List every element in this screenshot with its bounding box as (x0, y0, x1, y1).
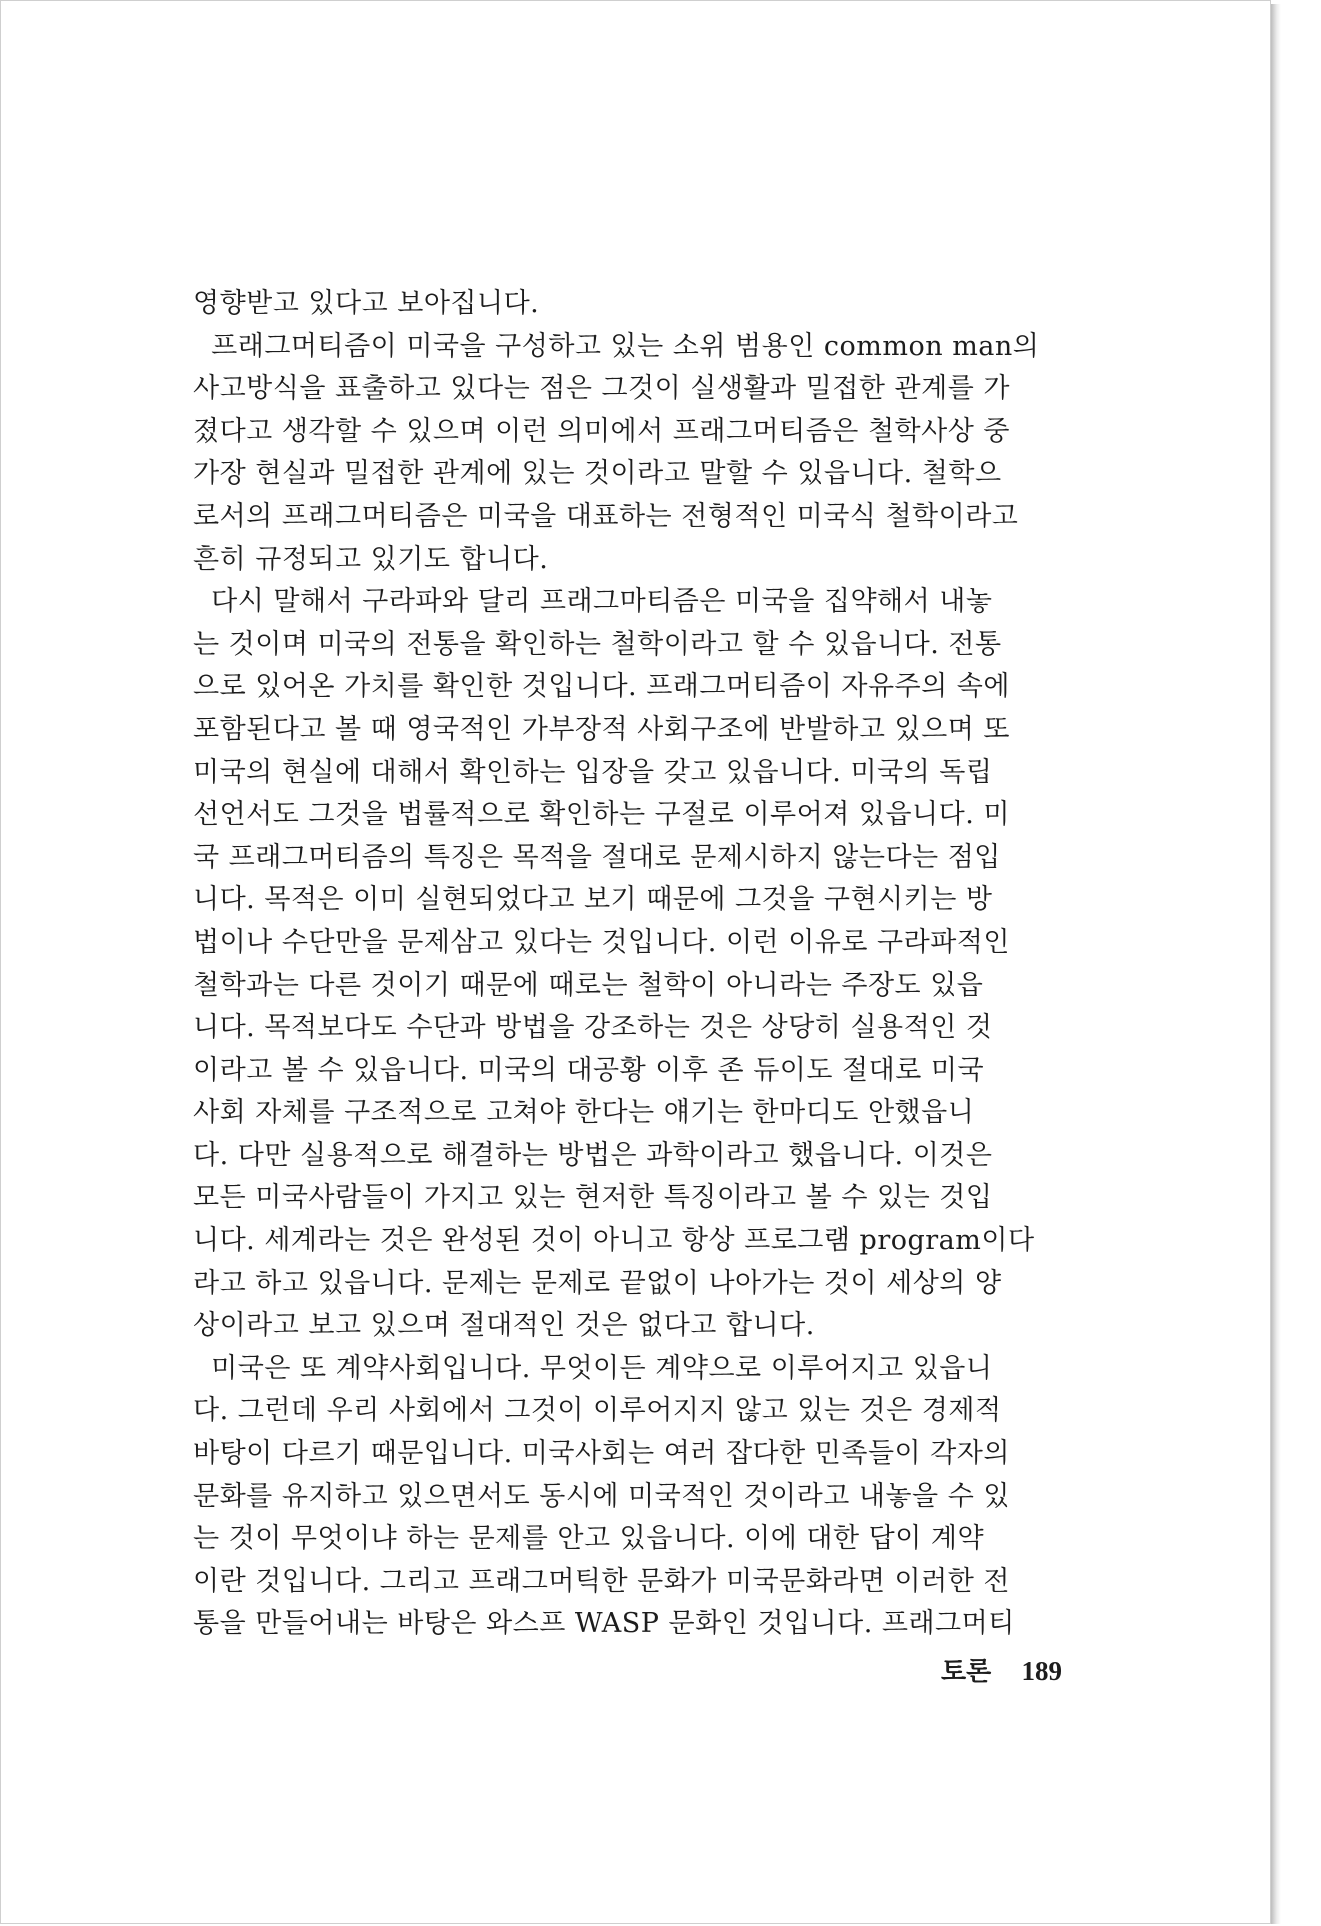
text-line: 니다. 목적보다도 수단과 방법을 강조하는 것은 상당히 실용적인 것 (193, 1012, 993, 1044)
text-line: 철학과는 다른 것이기 때문에 때로는 철학이 아니라는 주장도 있읍 (193, 969, 984, 1001)
text-line: 미국은 또 계약사회입니다. 무엇이든 계약으로 이루어지고 있읍니 (193, 1352, 993, 1384)
text-line: 사고방식을 표출하고 있다는 점은 그것이 실생활과 밀접한 관계를 가 (193, 373, 1010, 405)
text-line: 국 프래그머티즘의 특징은 목적을 절대로 문제시하지 않는다는 점입 (193, 841, 1001, 873)
text-line: 바탕이 다르기 때문입니다. 미국사회는 여러 잡다한 민족들이 각자의 (193, 1438, 1010, 1470)
text-line: 으로 있어온 가치를 확인한 것입니다. 프래그머티즘이 자유주의 속에 (193, 671, 1010, 703)
text-line: 영향받고 있다고 보아집니다. (193, 288, 540, 319)
text-line: 는 것이며 미국의 전통을 확인하는 철학이라고 할 수 있읍니다. 전통 (193, 628, 1002, 660)
text-line: 통을 만들어내는 바탕은 와스프 WASP 문화인 것입니다. 프래그머티 (193, 1608, 1015, 1640)
text-line: 가장 현실과 밀접한 관계에 있는 것이라고 말할 수 있읍니다. 철학으 (193, 458, 1002, 490)
text-line: 로서의 프래그머티즘은 미국을 대표하는 전형적인 미국식 철학이라고 (193, 500, 1019, 532)
text-line: 졌다고 생각할 수 있으며 이런 의미에서 프래그머티즘은 철학사상 중 (193, 415, 1010, 447)
text-line: 모든 미국사람들이 가지고 있는 현저한 특징이라고 볼 수 있는 것입 (193, 1182, 993, 1214)
page-footer (941, 1651, 1062, 1688)
text-line: 다. 다만 실용적으로 해결하는 방법은 과학이라고 했읍니다. 이것은 (193, 1139, 993, 1171)
text-line: 니다. 목적은 이미 실현되었다고 보기 때문에 그것을 구현시키는 방 (193, 884, 993, 916)
text-line: 니다. 세계라는 것은 완성된 것이 아니고 항상 프로그램 program이다 (193, 1225, 1035, 1257)
text-line: 는 것이 무엇이냐 하는 문제를 안고 있읍니다. 이에 대한 답이 계약 (193, 1523, 985, 1555)
text-line: 이라고 볼 수 있읍니다. 미국의 대공황 이후 존 듀이도 절대로 미국 (193, 1054, 985, 1086)
text-line: 다. 그런데 우리 사회에서 그것이 이루어지지 않고 있는 것은 경제적 (193, 1395, 1002, 1427)
text-line: 흔히 규정되고 있기도 합니다. (193, 543, 549, 575)
text-line: 선언서도 그것을 법률적으로 확인하는 구절로 이루어져 있읍니다. 미 (193, 799, 1010, 831)
page-edge-shadow (1271, 4, 1281, 1924)
text-line: 미국의 현실에 대해서 확인하는 입장을 갖고 있읍니다. 미국의 독립 (193, 756, 993, 788)
text-line: 상이라고 보고 있으며 절대적인 것은 없다고 합니다. (193, 1310, 815, 1342)
text-line: 문화를 유지하고 있으면서도 동시에 미국적인 것이라고 내놓을 수 있 (193, 1480, 1010, 1512)
text-line: 포함된다고 볼 때 영국적인 가부장적 사회구조에 반발하고 있으며 또 (193, 713, 1010, 745)
text-line: 라고 하고 있읍니다. 문제는 문제로 끝없이 나아가는 것이 세상의 양 (193, 1267, 1002, 1299)
text-line: 프래그머티즘이 미국을 구성하고 있는 소위 범용인 common man의 (193, 330, 1040, 362)
text-line: 법이나 수단만을 문제삼고 있다는 것입니다. 이런 이유로 구라파적인 (193, 926, 1010, 958)
text-line: 이란 것입니다. 그리고 프래그머틱한 문화가 미국문화라면 이러한 전 (193, 1565, 1010, 1597)
page-number: 189 (1021, 1656, 1062, 1686)
body-text (193, 283, 1093, 1646)
text-line: 사회 자체를 구조적으로 고쳐야 한다는 얘기는 한마디도 안했읍니 (193, 1097, 975, 1129)
running-footer-title: 토론 (941, 1657, 992, 1687)
text-line: 다시 말해서 구라파와 달리 프래그마티즘은 미국을 집약해서 내놓 (193, 586, 993, 618)
